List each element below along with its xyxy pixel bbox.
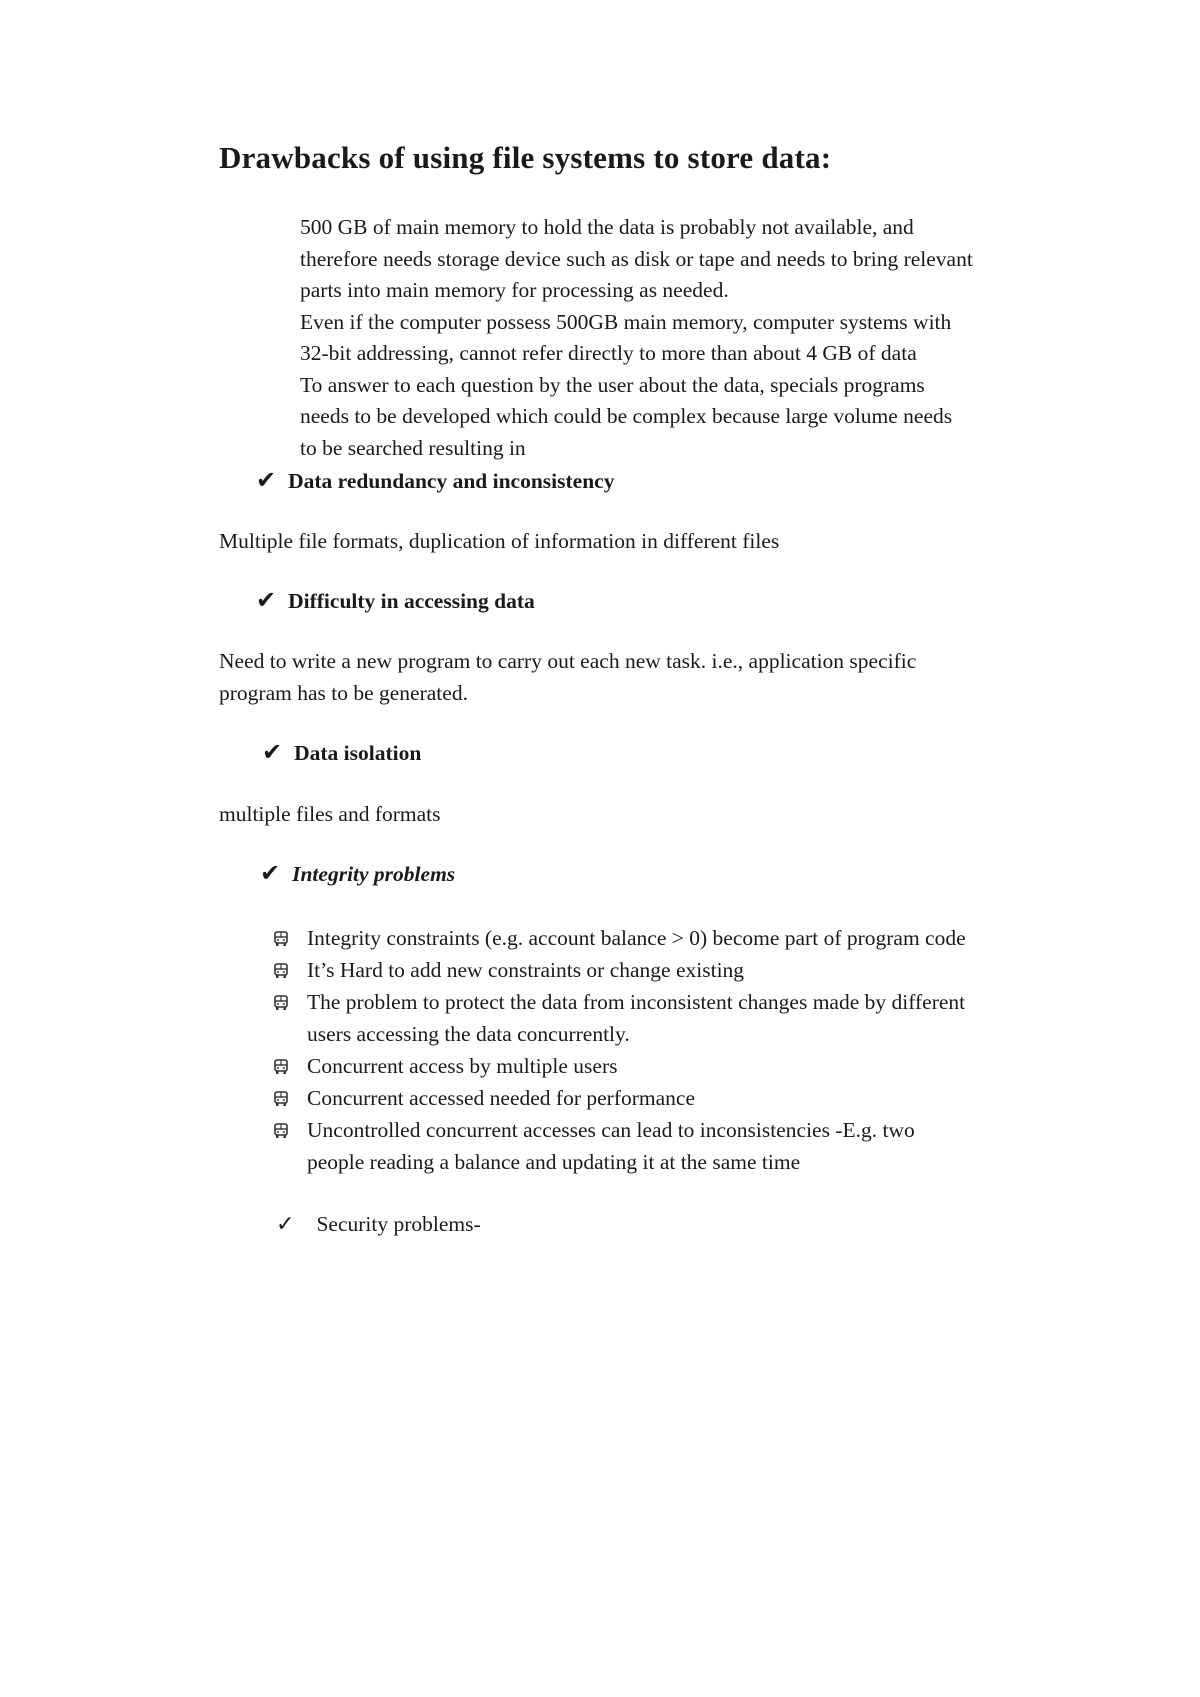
bullet-text: The problem to protect the data from inconsistent changes made by different	[307, 990, 966, 1014]
bullet-text: Concurrent access by multiple users	[307, 1054, 618, 1078]
bullet-text: Concurrent accessed needed for performance	[307, 1086, 695, 1110]
heading-security-problems	[276, 1212, 481, 1237]
checkmark-icon: ✔	[256, 586, 277, 614]
intro-line: 32-bit addressing, cannot refer directly to more than about 4 GB of data	[300, 341, 917, 365]
intro-line: therefore needs storage device such as disk or tape and needs to bring relevant	[300, 246, 973, 271]
heading-integrity-problems	[260, 859, 455, 887]
checkmark-icon: ✓	[276, 1212, 295, 1237]
checkmark-icon: ✔	[256, 466, 277, 494]
page-title: Drawbacks of using file systems to store data:	[219, 140, 832, 175]
list-item	[274, 1082, 1094, 1114]
list-item	[274, 986, 1094, 1050]
integrity-bullet-list	[274, 922, 1094, 1178]
checkmark-icon: ✔	[260, 859, 281, 887]
heading-label: Data redundancy and inconsistency	[288, 469, 615, 493]
access-body-line: Need to write a new program to carry out each new task. i.e., application specific	[219, 649, 917, 673]
bus-icon	[274, 931, 288, 947]
heading-data-isolation	[262, 738, 421, 766]
heading-difficulty-accessing	[256, 586, 535, 614]
bullet-text: It’s Hard to add new constraints or change existing	[307, 958, 745, 982]
heading-label: Integrity problems	[292, 862, 456, 886]
list-item	[274, 1050, 1094, 1082]
intro-line: needs to be developed which could be complex because large volume needs	[300, 404, 953, 428]
bus-icon	[274, 963, 288, 979]
intro-line: to be searched resulting in	[300, 435, 526, 460]
list-item	[274, 954, 1094, 986]
bus-icon	[274, 1091, 288, 1107]
heading-data-redundancy	[256, 466, 614, 494]
heading-label: Security problems-	[316, 1212, 481, 1236]
bullet-text: people reading a balance and updating it at the same time	[307, 1150, 801, 1174]
bullet-text: Uncontrolled concurrent accesses can lead to inconsistencies -E.g. two	[307, 1118, 915, 1142]
intro-line: Even if the computer possess 500GB main memory, computer systems with	[300, 309, 952, 334]
bullet-text: Integrity constraints (e.g. account balance > 0) become part of program code	[307, 926, 966, 950]
bus-icon	[274, 1123, 288, 1139]
checkmark-icon: ✔	[262, 738, 283, 766]
intro-line: To answer to each question by the user about the data, specials programs	[300, 372, 925, 397]
bus-icon	[274, 1059, 288, 1075]
access-body	[219, 645, 916, 709]
redundancy-body: Multiple file formats, duplication of information in different files	[219, 529, 780, 553]
intro-line: 500 GB of main memory to hold the data is probably not available, and	[300, 215, 914, 239]
bus-icon	[274, 995, 288, 1011]
bullet-text: users accessing the data concurrently.	[307, 1022, 630, 1046]
intro-line: parts into main memory for processing as needed.	[300, 278, 729, 302]
list-item	[274, 922, 1094, 954]
heading-label: Data isolation	[294, 741, 422, 765]
isolation-body: multiple files and formats	[219, 802, 441, 826]
heading-label: Difficulty in accessing data	[288, 589, 535, 613]
list-item	[274, 1114, 1094, 1178]
intro-paragraph	[300, 212, 1080, 464]
access-body-line: program has to be generated.	[219, 681, 468, 705]
